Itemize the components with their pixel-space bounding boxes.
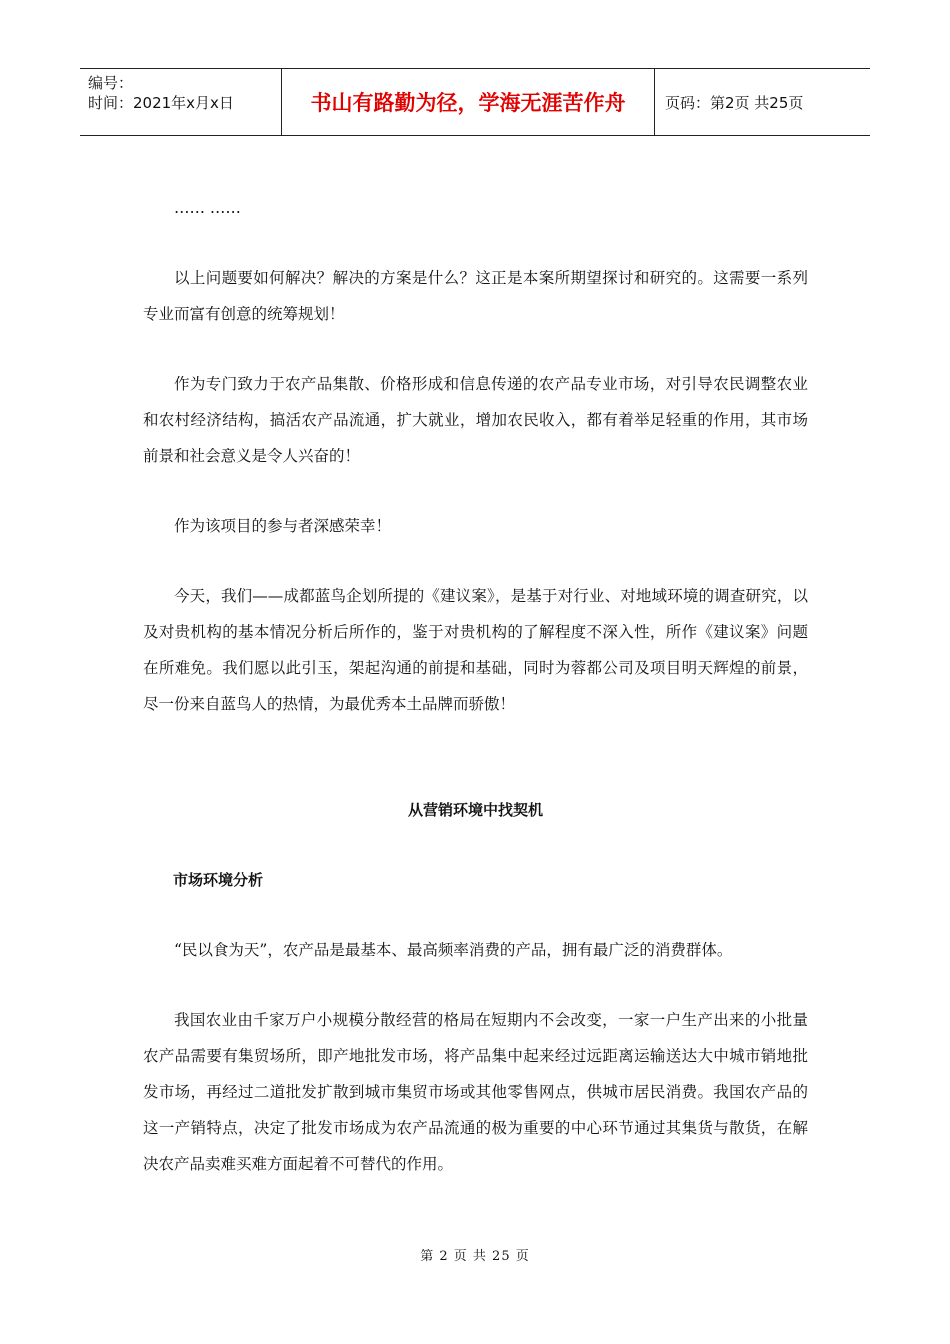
paragraph-3: 作为该项目的参与者深感荣幸！ <box>174 517 392 535</box>
paragraph-6: 我国农业由千家万户小规模分散经营的格局在短期内不会改变，一家一户生产出来的小批量农产品需要有集贸场所，即产地批发市场，将产品集中起来经过远距离运输送达大中城市销地批发市场，再经过二道批发扩散到城市集贸市场或其他零售网点，供城市居民消费。我国农产品的这一产销特点，决定了批发市场成为农产品流通的极为重要的中心环节通过其集货与散货，在解决农产品卖难买难方面起着不可替代的作用。 <box>143 1011 808 1173</box>
page-footer: 第 2 页 共 25 页 <box>420 1249 530 1264</box>
time-label: 时间：2021年x月x日 <box>88 94 234 112</box>
document-header <box>80 68 870 136</box>
header-meta <box>80 69 282 135</box>
paragraph-2: 作为专门致力于农产品集散、价格形成和信息传递的农产品专业市场，对引导农民调整农业和农村经济结构，搞活农产品流通，扩大就业，增加农民收入，都有着举足轻重的作用，其市场前景和社会意义是令人兴奋的！ <box>143 375 808 465</box>
number-label: 编号： <box>88 74 134 92</box>
paragraph-4: 今天，我们——成都蓝鸟企划所提的《建议案》，是基于对行业、对地域环境的调查研究，以及对贵机构的基本情况分析后所作的，鉴于对贵机构的了解程度不深入性，所作《建议案》问题在所难免。我们愿以此引玉，架起沟通的前提和基础，同时为蓉都公司及项目明天辉煌的前景，尽一份来自蓝鸟人的热情，为最优秀本土品牌而骄傲！ <box>143 587 808 713</box>
document-body <box>143 190 808 1182</box>
header-page-info: 页码：第2页 共25页 <box>665 93 804 112</box>
paragraph-1: 以上问题要如何解决？解决的方案是什么？这正是本案所期望探讨和研究的。这需要一系列专业而富有创意的统筹规划！ <box>143 269 808 323</box>
header-motto: 书山有路勤为径，学海无涯苦作舟 <box>282 69 655 135</box>
subsection-title: 市场环境分析 <box>173 871 264 889</box>
paragraph-5: “民以食为天”，农产品是最基本、最高频率消费的产品，拥有最广泛的消费群体。 <box>174 941 733 959</box>
section-title: 从营销环境中找契机 <box>407 801 543 819</box>
ellipsis-line: …… …… <box>174 199 241 217</box>
